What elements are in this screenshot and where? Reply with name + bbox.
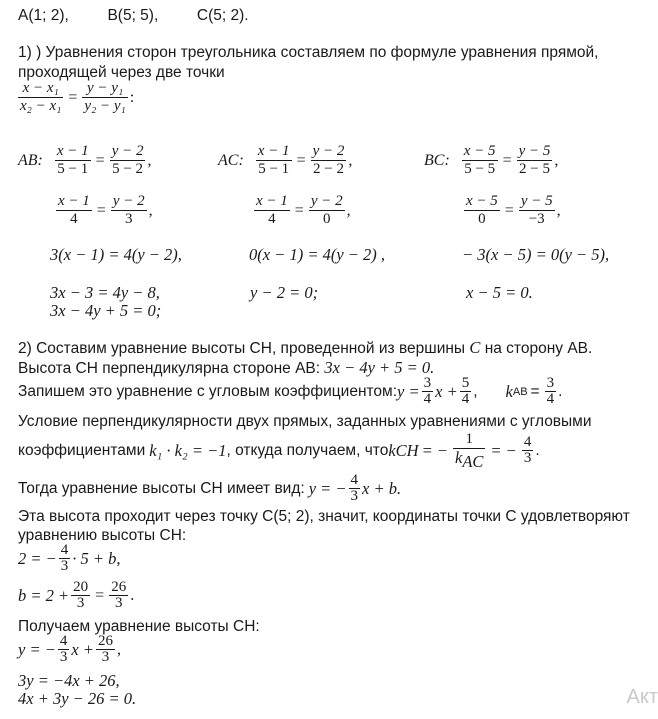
ab-equation-5: 3x − 4y + 5 = 0;: [50, 301, 162, 320]
activation-watermark: Акт: [626, 686, 658, 708]
fraction: $\frac{\text{x − x₁}}{\text{x₂ − x₁}}$: [20, 80, 62, 114]
part2-line3: Запишем это уравнение с угловым коэффициентом: y = $\frac{3}{4}$ x + $\frac{5}{4}$ , k AB = $\frac{3}{4}$ .: [18, 375, 563, 407]
part2-line4: Условие перпендикулярности двух прямых, заданных уравнениями с угловыми: [18, 413, 592, 430]
part2-line6: Тогда уравнение высоты CH имеет вид: y = − $\frac{4}{3}$ x + b.: [18, 472, 402, 504]
part2-line1: 2) Составим уравнение высоты CH, проведенной из вершины C на сторону AB.: [18, 338, 593, 357]
ab-label: AB:: [18, 151, 43, 169]
point-c: C(5; 2).: [196, 7, 249, 24]
bc-equation-1: BC: $\frac{x - 5}{5 - 5}$ = $\frac{y - 5}{2 - 5}$ ,: [424, 143, 559, 177]
fraction: $\frac{\text{y − y₁}}{\text{y₂ − y₁}}$: [84, 80, 126, 114]
ac-equation-2: $\frac{x - 1}{4}$ = $\frac{y - 2}{0}$ ,: [256, 193, 351, 227]
point-a: A(1; 2),: [18, 7, 69, 24]
bc-equation-3: − 3(x − 5) = 0(y − 5),: [462, 245, 610, 264]
bc-equation-4: x − 5 = 0.: [466, 283, 533, 302]
ac-equation-1: AC: $\frac{x - 1}{5 - 1}$ = $\frac{y - 2}{2 - 2}$ ,: [218, 143, 353, 177]
bc-equation-2: $\frac{x - 5}{0}$ = $\frac{y - 5}{-3}$ ,: [466, 193, 561, 227]
two-point-formula: $\frac{\text{x − x₁}}{\text{x₂ − x₁}}$ = $\frac{\text{y − y₁}}{\text{y₂ − y₁}}$ :: [20, 80, 135, 114]
bc-label: BC:: [424, 151, 450, 169]
part2-line7: Эта высота проходит через точку C(5; 2), значит, координаты точки C удовлетворяют: [18, 508, 630, 525]
ac-equation-4: y − 2 = 0;: [250, 283, 319, 302]
result-line-3: 4x + 3y − 26 = 0.: [18, 689, 137, 708]
points-line: [18, 7, 249, 25]
calc-line-1: 2 = − $\frac{4}{3}$ · 5 + b,: [18, 542, 121, 574]
ab-equation-2: $\frac{x - 1}{4}$ = $\frac{y - 2}{3}$ ,: [58, 193, 153, 227]
part2-line9: Получаем уравнение высоты CH:: [18, 618, 260, 635]
ab-equation-3: 3(x − 1) = 4(y − 2),: [50, 245, 182, 264]
part1-intro-line1: 1) ) Уравнения сторон треугольника составляем по формуле уравнения прямой,: [18, 44, 599, 61]
ac-equation-3: 0(x − 1) = 4(y − 2) ,: [249, 245, 386, 264]
ab-equation-4: 3x − 3 = 4y − 8,: [50, 283, 160, 302]
part2-line2: Высота CH перпендикулярна стороне AB: 3x − 4y + 5 = 0.: [18, 358, 435, 377]
result-line-2: 3y = −4x + 26,: [18, 671, 120, 690]
part1-intro-line2: проходящей через две точки: [18, 64, 225, 81]
point-b: B(5; 5),: [107, 7, 159, 24]
result-line-1: y = − $\frac{4}{3}$ x + $\frac{26}{3}$ ,: [18, 633, 121, 665]
ab-equation-1: AB: $\frac{x - 1}{5 - 1}$ = $\frac{y - 2}{5 - 2}$ ,: [18, 143, 152, 177]
part2-line8: уравнению высоты CH:: [18, 527, 187, 544]
part2-line5: коэффициентами k₁ · k₂ = −1 , откуда получаем, что k CH = − $\frac{1}{k_{AC}}$ = − $\frac{4}{3}$ .: [18, 431, 540, 471]
calc-line-2: b = 2 + $\frac{20}{3}$ = $\frac{26}{3}$ .: [18, 579, 135, 611]
ac-label: AC:: [218, 151, 244, 169]
